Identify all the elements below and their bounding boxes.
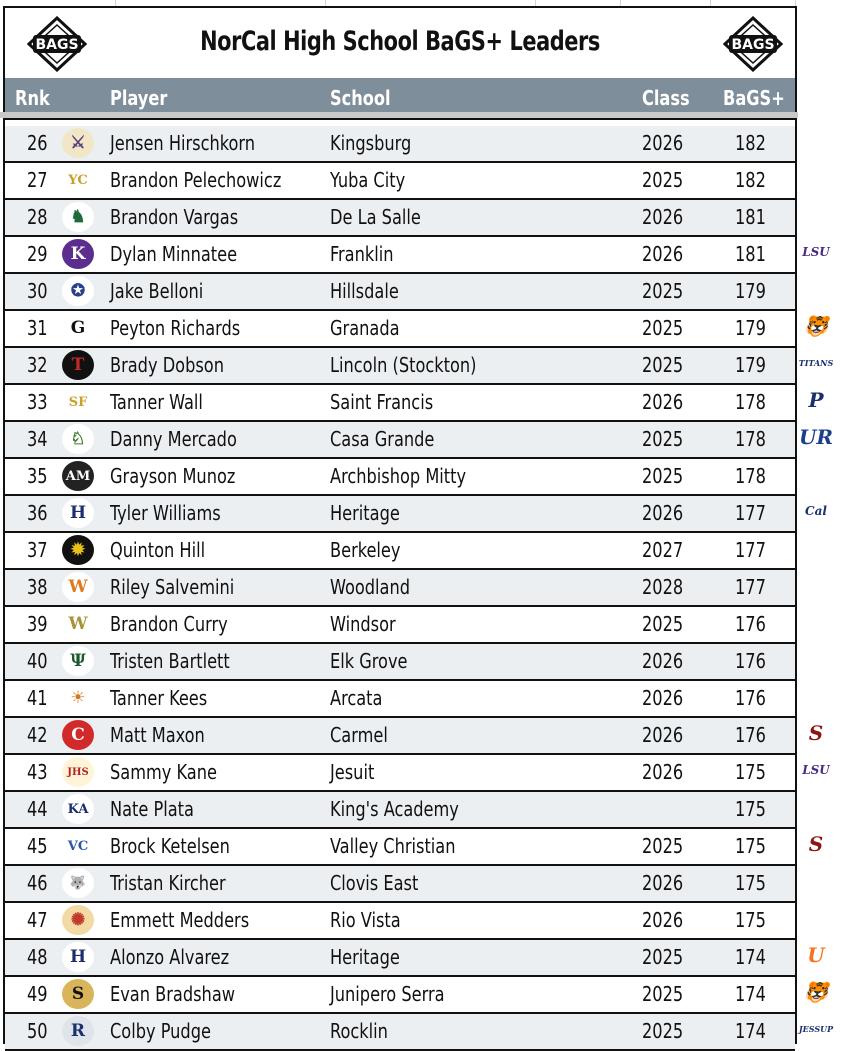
class-cell: 2025 — [642, 316, 684, 340]
rank-cell: 26 — [27, 131, 48, 155]
rank-cell: 34 — [27, 427, 48, 451]
school-cell: Heritage — [330, 501, 400, 525]
bags-cell: 175 — [735, 871, 766, 895]
player-cell: Quinton Hill — [110, 538, 206, 562]
rank-cell: 31 — [27, 316, 48, 340]
class-cell: 2025 — [642, 982, 684, 1006]
rank-cell: 46 — [27, 871, 48, 895]
class-cell: 2025 — [642, 353, 684, 377]
rank-cell: 40 — [27, 649, 48, 673]
table-row[interactable] — [5, 644, 795, 681]
player-cell: Tristan Kircher — [110, 871, 226, 895]
player-cell: Brady Dobson — [110, 353, 224, 377]
bags-cell: 182 — [735, 131, 766, 155]
rank-cell: 27 — [27, 168, 48, 192]
school-logo-icon: ✺ — [62, 905, 94, 935]
school-cell: Kingsburg — [330, 131, 412, 155]
table-row[interactable] — [5, 126, 795, 163]
player-cell: Tanner Wall — [110, 390, 203, 414]
college-logo-icon: LSU — [802, 763, 830, 777]
class-cell: 2026 — [642, 871, 684, 895]
school-cell: King's Academy — [330, 797, 459, 821]
table-row[interactable] — [5, 718, 795, 755]
school-cell: Yuba City — [330, 168, 406, 192]
rank-cell: 28 — [27, 205, 48, 229]
rank-cell: 35 — [27, 464, 48, 488]
table-row[interactable] — [5, 570, 795, 607]
college-logo-icon: 🐯 — [803, 980, 829, 1004]
school-logo-icon: H — [62, 942, 94, 972]
school-cell: Saint Francis — [330, 390, 434, 414]
school-cell: Valley Christian — [330, 834, 456, 858]
bags-cell: 175 — [735, 834, 766, 858]
player-cell: Nate Plata — [110, 797, 194, 821]
player-cell: Brandon Vargas — [110, 205, 239, 229]
player-cell: Peyton Richards — [110, 316, 241, 340]
school-cell: Granada — [330, 316, 400, 340]
rank-cell: 36 — [27, 501, 48, 525]
table-row[interactable] — [5, 977, 795, 1014]
bags-cell: 175 — [735, 760, 766, 784]
table-row[interactable] — [5, 681, 795, 718]
bags-cell: 181 — [735, 242, 766, 266]
frozen-row-divider — [0, 112, 798, 118]
school-logo-icon: ✪ — [62, 276, 94, 306]
table-row[interactable] — [5, 866, 795, 903]
column-header-bags[interactable]: BaGS+ — [723, 86, 785, 110]
bags-cell: 179 — [735, 316, 766, 340]
college-logo-icon: JESSUP — [798, 1024, 834, 1034]
school-logo-icon: ✹ — [62, 535, 94, 565]
class-cell: 2026 — [642, 649, 684, 673]
column-header-rank[interactable]: Rnk — [15, 86, 50, 110]
table-row[interactable] — [5, 829, 795, 866]
class-cell: 2028 — [642, 575, 684, 599]
player-cell: Brock Ketelsen — [110, 834, 230, 858]
bags-cell: 179 — [735, 353, 766, 377]
school-cell: Hillsdale — [330, 279, 399, 303]
table-row[interactable] — [5, 496, 795, 533]
class-cell: 2026 — [642, 242, 684, 266]
school-logo-icon: ☀ — [62, 683, 94, 713]
player-cell: Grayson Munoz — [110, 464, 236, 488]
leaderboard-table — [5, 126, 795, 1051]
page-title: NorCal High School BaGS+ Leaders — [200, 26, 600, 57]
bags-cell: 175 — [735, 797, 766, 821]
bags-cell: 174 — [735, 982, 766, 1006]
school-cell: Clovis East — [330, 871, 419, 895]
rank-cell: 38 — [27, 575, 48, 599]
school-cell: Elk Grove — [330, 649, 408, 673]
bags-cell: 177 — [735, 538, 766, 562]
rank-cell: 48 — [27, 945, 48, 969]
bags-logo-text: BAGS — [35, 37, 79, 53]
bags-cell: 182 — [735, 168, 766, 192]
school-cell: Junipero Serra — [330, 982, 445, 1006]
table-row[interactable] — [5, 940, 795, 977]
bags-cell: 177 — [735, 501, 766, 525]
player-cell: Tanner Kees — [110, 686, 208, 710]
class-cell: 2025 — [642, 427, 684, 451]
class-cell: 2025 — [642, 1019, 684, 1043]
school-logo-icon: YC — [62, 165, 94, 195]
college-logo-icon: S — [808, 832, 824, 856]
school-logo-icon: W — [62, 609, 94, 639]
bags-logo-icon — [723, 16, 783, 72]
rank-cell: 44 — [27, 797, 48, 821]
column-header-player[interactable]: Player — [110, 86, 168, 110]
class-cell: 2026 — [642, 908, 684, 932]
bags-cell: 176 — [735, 723, 766, 747]
school-cell: Archbishop Mitty — [330, 464, 467, 488]
school-cell: Casa Grande — [330, 427, 435, 451]
table-row[interactable] — [5, 422, 795, 459]
class-cell: 2026 — [642, 390, 684, 414]
table-row[interactable] — [5, 311, 795, 348]
table-row[interactable] — [5, 274, 795, 311]
college-logo-icon: LSU — [802, 245, 830, 259]
college-logo-icon: U — [807, 943, 825, 967]
school-logo-icon: JHS — [62, 757, 94, 787]
player-cell: Colby Pudge — [110, 1019, 211, 1043]
bags-cell: 175 — [735, 908, 766, 932]
player-cell: Tyler Williams — [110, 501, 221, 525]
table-row[interactable] — [5, 237, 795, 274]
bags-cell: 174 — [735, 945, 766, 969]
college-logo-icon: Cal — [805, 504, 827, 518]
school-cell: Arcata — [330, 686, 383, 710]
college-logo-icon: UR — [798, 425, 834, 449]
bags-cell: 174 — [735, 1019, 766, 1043]
table-row[interactable] — [5, 903, 795, 940]
bags-cell: 176 — [735, 649, 766, 673]
school-logo-icon: R — [62, 1016, 94, 1046]
table-row[interactable] — [5, 1014, 795, 1051]
class-cell: 2026 — [642, 723, 684, 747]
rank-cell: 45 — [27, 834, 48, 858]
class-cell: 2025 — [642, 834, 684, 858]
class-cell: 2026 — [642, 686, 684, 710]
rank-cell: 29 — [27, 242, 48, 266]
rank-cell: 30 — [27, 279, 48, 303]
rank-cell: 39 — [27, 612, 48, 636]
school-cell: Jesuit — [330, 760, 375, 784]
bags-cell: 178 — [735, 390, 766, 414]
school-logo-icon: ⚔ — [62, 128, 94, 158]
table-row[interactable] — [5, 607, 795, 644]
school-logo-icon: S — [62, 979, 94, 1009]
school-logo-icon: T — [62, 350, 94, 380]
school-cell: Heritage — [330, 945, 400, 969]
rank-cell: 32 — [27, 353, 48, 377]
school-cell: Rocklin — [330, 1019, 388, 1043]
class-cell: 2025 — [642, 464, 684, 488]
rank-cell: 47 — [27, 908, 48, 932]
college-logo-icon: S — [808, 721, 824, 745]
player-cell: Sammy Kane — [110, 760, 217, 784]
college-logo-icon: TITANS — [798, 358, 834, 368]
title-row — [5, 8, 795, 78]
player-cell: Emmett Medders — [110, 908, 250, 932]
bags-cell: 176 — [735, 686, 766, 710]
school-logo-icon: VC — [62, 831, 94, 861]
rank-cell: 41 — [27, 686, 48, 710]
leaderboard-panel — [3, 6, 797, 1044]
school-cell: Berkeley — [330, 538, 401, 562]
rank-cell: 37 — [27, 538, 48, 562]
class-cell: 2026 — [642, 205, 684, 229]
class-cell: 2027 — [642, 538, 684, 562]
player-cell: Brandon Pelechowicz — [110, 168, 282, 192]
school-logo-icon: ♞ — [62, 202, 94, 232]
bags-cell: 179 — [735, 279, 766, 303]
bags-cell: 177 — [735, 575, 766, 599]
player-cell: Dylan Minnatee — [110, 242, 238, 266]
class-cell: 2026 — [642, 131, 684, 155]
column-header-class[interactable]: Class — [642, 86, 690, 110]
school-cell: Rio Vista — [330, 908, 401, 932]
table-row[interactable] — [5, 459, 795, 496]
player-cell: Matt Maxon — [110, 723, 205, 747]
table-row[interactable] — [5, 385, 795, 422]
table-row[interactable] — [5, 200, 795, 237]
player-cell: Jake Belloni — [110, 279, 204, 303]
school-logo-icon: G — [62, 313, 94, 343]
player-cell: Tristen Bartlett — [110, 649, 230, 673]
school-cell: De La Salle — [330, 205, 421, 229]
table-row[interactable] — [5, 533, 795, 570]
table-row[interactable] — [5, 348, 795, 385]
school-logo-icon: Ψ — [62, 646, 94, 676]
class-cell: 2025 — [642, 612, 684, 636]
rank-cell: 33 — [27, 390, 48, 414]
school-cell: Franklin — [330, 242, 394, 266]
school-cell: Windsor — [330, 612, 396, 636]
class-cell: 2026 — [642, 760, 684, 784]
bags-cell: 178 — [735, 427, 766, 451]
player-cell: Alonzo Alvarez — [110, 945, 230, 969]
school-logo-icon: H — [62, 498, 94, 528]
rank-cell: 43 — [27, 760, 48, 784]
school-logo-icon: ♘ — [62, 424, 94, 454]
bags-logo-text: BAGS — [731, 37, 775, 53]
player-cell: Jensen Hirschkorn — [110, 131, 256, 155]
rank-cell: 42 — [27, 723, 48, 747]
school-logo-icon: SF — [62, 387, 94, 417]
class-cell: 2025 — [642, 945, 684, 969]
bags-cell: 176 — [735, 612, 766, 636]
school-logo-icon: KA — [62, 794, 94, 824]
school-logo-icon: AM — [62, 461, 94, 491]
table-row[interactable] — [5, 163, 795, 200]
college-logo-icon: 🐯 — [803, 314, 829, 338]
table-row[interactable] — [5, 792, 795, 829]
player-cell: Danny Mercado — [110, 427, 237, 451]
column-header-school[interactable]: School — [330, 86, 391, 110]
rank-cell: 49 — [27, 982, 48, 1006]
bags-cell: 181 — [735, 205, 766, 229]
rank-cell: 50 — [27, 1019, 48, 1043]
bags-cell: 178 — [735, 464, 766, 488]
class-cell: 2025 — [642, 168, 684, 192]
school-cell: Lincoln (Stockton) — [330, 353, 477, 377]
school-logo-icon: 🐺 — [62, 868, 94, 898]
school-logo-icon: W — [62, 572, 94, 602]
school-logo-icon: C — [62, 720, 94, 750]
player-cell: Riley Salvemini — [110, 575, 235, 599]
player-cell: Evan Bradshaw — [110, 982, 235, 1006]
player-cell: Brandon Curry — [110, 612, 228, 636]
school-cell: Carmel — [330, 723, 388, 747]
table-row[interactable] — [5, 755, 795, 792]
school-logo-icon: K — [62, 239, 94, 269]
college-logo-icon: P — [808, 388, 824, 412]
class-cell: 2025 — [642, 279, 684, 303]
class-cell: 2026 — [642, 501, 684, 525]
school-cell: Woodland — [330, 575, 411, 599]
